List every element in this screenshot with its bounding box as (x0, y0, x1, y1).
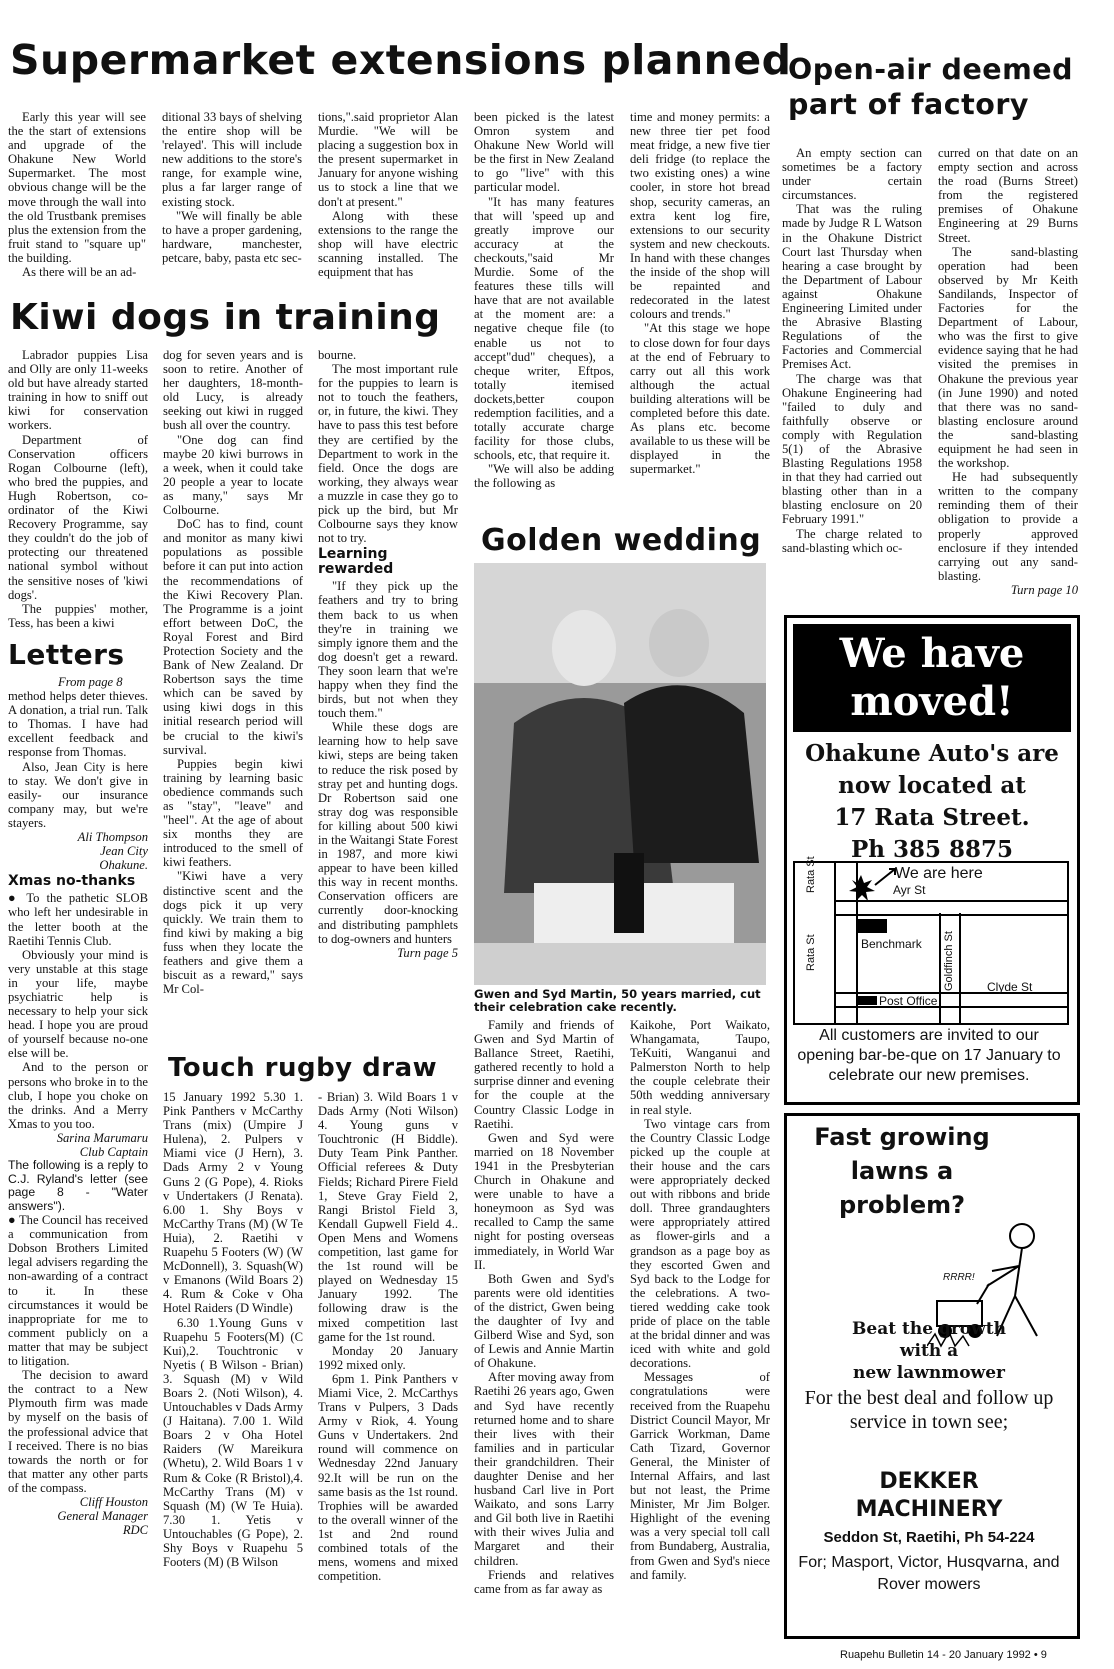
map-we-are-here: We are here (895, 865, 983, 882)
map-clyde-st: Clyde St (987, 980, 1033, 994)
ad-moved-map (793, 856, 1069, 1025)
map-rata-st-top: Rata St (805, 856, 817, 893)
headline-kiwi-dogs: Kiwi dogs in training (10, 297, 441, 338)
map-benchmark: Benchmark (861, 937, 922, 951)
headline-open-air: Open-air deemed part of factory (788, 53, 1074, 121)
supermarket-column-1: Early this year will see the the start of extensions and upgrade of the Ohakune New World Supermarket. The most obvious change will be the move through the wall into the old Trustbank premises plus the extension from the fruit stand to "square up" the building. As there will be an ad- (8, 110, 146, 280)
golden-wedding-column-1: Family and friends of Gwen and Syd Martin of Ballance Street, Raetihi, gathered recently to hold a surprise dinner and evening for the couple at the Country Classic Lodge in Raetihi. Gwen and Syd were married on 18 November 1941 in the Presbyterian Church in Ohakune and were unable to have a honeymoon as Syd was recalled to Camp the same night for posting overseas immediately, in World War II. Both Gwen and Syd's parents were old identities of the district, Gwen being the daughter of Ivy and Gilberd Wise and Syd, son of Lewis and Annie Martin of Ohakune. After moving away from Raetihi 26 years ago, Gwen and Syd have recently returned home and to share their lives with their families and in particular their grandchildren. Their daughter Denise and her husband Carl live in Port Waikato, and sons Larry and Gil both live in Raetihi with their wives Julia and Margaret and their children. Friends and relatives came from as far away as (474, 1018, 614, 1596)
ad-moved-address: Ohakune Auto's are now located at 17 Rata Street. Ph 385 8875 (805, 740, 1059, 863)
ad-moved-banner: We have moved! (793, 624, 1071, 732)
photo-illustration (474, 563, 766, 985)
letters-signature-3-name: Cliff Houston (79, 1494, 148, 1509)
supermarket-column-4: been picked is the latest Omron system and Ohakune New World will be the first in New Zealand to go "live" with this particular model. "It has many features that will 'speed up and greatly improve our accuracy at the checkouts,"said Mr Murdie. Some of the features these tills will have that are not available at the moment are: a negative cheque file (to enable us not to accept"dud" cheques), a cheque writer, Eftpos, totally itemised dockets,better coupon redemption facilities, and a totally accurate charge facility for those clubs, schools, etc, that require it. "We will also be adding the following as (474, 110, 614, 491)
supermarket-column-2: ditional 33 bays of shelving the entire shop will be 'relayed'. This will include new additions to the store's range, for example wine, plus a far larger range of existing stock. "We will finally be able to have a proper gardening, hardware, manchester, petcare, baby, pasta etc sec- (162, 110, 302, 265)
headline-letters: Letters (8, 638, 125, 671)
golden-wedding-column-2: Kaikohe, Port Waikato, Whangamata, Taupo, TeKuiti, Wanganui and Palmerston North to help the couple celebrate their 50th wedding anniversary in real style. Two vintage cars from the Country Classic Lodge picked up the couple at their house and the cars were appropriately decked out with ribbons and bride doll. Three grandaughters were appropriately attired as flower-girls and a grandson as a page boy as they escorted Gwen and Syd back to the Lodge for the celebrations. A two-tiered wedding cake took pride of place on the table at the bridal dinner and was iced with white and gold decorations. Messages of congratulations were received from the Ruapehu District Council Mayor, Mr Garrick Workman, Dame Cath Tizard, Governor General, the Minister of Internal Affairs, and last but not least, the Prime Minister, Mr Jim Bolger. Highlight of the evening was a very special toll call from Bundaberg, Australia, from Gwen and Syd's niece and family. (630, 1018, 770, 1582)
open-air-column-1: An empty section can sometimes be a factory under certain circumstances. That was the ruling made by Judge R L Watson in the Ohakune District Court last Thursday when hearing a case brought by the Department of Labour against Ohakune Engineering Limited under the Abrasive Blasting Regulations of the Factories and Commercial Premises Act. The charge was that Ohakune Engineering had "failed to duly and faithfully observe or comply with Regulation 5(1) of the Abrasive Blasting Regulations 1958 in that they had carried out blasting other than in a blasting enclosure on 20 February 1991." The charge related to sand-blasting which oc- (782, 146, 922, 555)
headline-supermarket: Supermarket extensions planned (10, 36, 792, 84)
letters-signature-2-name: Sarina Marumaru (56, 1130, 148, 1145)
map-rata-st-bottom: Rata St (805, 934, 817, 971)
ad-lawnmower (784, 1113, 1080, 1639)
letters-from-page: From page 8 (58, 675, 123, 689)
ad-lawns-address: Seddon St, Raetihi, Ph 54-224 (823, 1529, 1035, 1546)
supermarket-column-5: time and money permits: a new three tier pet food meat fridge, a new five tier deli fridge (to replace the two existing ones) a wine cooler, in store hot bread shop, security cameras, an extra kent log fire, extensions to our security system and new checkouts. In hand with these changes the inside of the shop will be repainted and redecorated in the latest colours and trends." "At this stage we hope to close down for four days at the end of February to carry out all this work although the actual building alterations will be completed before this date. As plans etc. become available to us these will be displayed in the supermarket." (630, 110, 770, 477)
map-post-office: Post Office (879, 994, 938, 1008)
ad-moved-invite: All customers are invited to our opening bar-be-que on 17 January to celebrate our new premises. (797, 1027, 1061, 1084)
map-ayr-st: Ayr St (893, 883, 926, 897)
letters-signature-1-name: Ali Thompson (77, 830, 148, 845)
golden-wedding-caption: Gwen and Syd Martin, 50 years married, cut their celebration cake recently. (474, 987, 761, 1014)
ad-lawns-title: Fast growing lawns a problem? (814, 1123, 990, 1219)
page-footer: Ruapehu Bulletin 14 - 20 January 1992 • 9 (840, 1649, 1047, 1661)
letters-xmas-subheading: Xmas no-thanks (8, 873, 136, 890)
letters-column: From page 8 method helps deter thieves. A donation, a trial run. Talk to Thomas. I have had excellent feedback and response from Thomas. Also, Jean City is here to stay. We don't give in easily- our insurance company may, but we're stayers. Ali Thompson Jean City Ohakune. Xmas no-thanks ● To the pathetic SLOB who left her undesirable in the letter booth at the Raetihi Tennis Club. Obviously your mind is very unstable at this stage in your life, maybe psychiatric help is necessary to help your sick head. I hope you are proud of yourself because no-one else will be. And to the person or persons who broke in to the club, I hope you choke on the drinks. And a Merry Xmas to you too. Sarina Marumaru Club Captain The following is a reply to C.J. Ryland's letter (see page 8 - "Water answers"). ● The Council has received a communication from Dobson Brothers Limited legal advisers regarding the non-awarding of a contract to it. In these circumstances it would be inappropriate for me to comment publicly on a matter that may be subject to litigation. The decision to award the contract to a New Plymouth firm was made by myself on the basis of the professional advice that I received. There is no bias towards the north or for that matter any other parts of the compass. Cliff Houston General Manager RDC (8, 675, 148, 1538)
supermarket-column-3: tions,".said proprietor Alan Murdie. "We will be placing a suggestion box in the present supermarket in January for anyone wishing us to stock a line that we don't at present." Along with these extensions to the range the shop will have electric scanning installed. The equipment that has (318, 110, 458, 280)
kiwi-subheading: Learning rewarded (318, 546, 394, 578)
kiwi-turn-page: Turn page 5 (397, 945, 458, 960)
ad-lawns-deal: For the best deal and follow up service in town see; (804, 1387, 1054, 1433)
open-air-column-2: curred on that date on an empty section and across the road (Burns Street) from the registered premises of Ohakune Engineering at 29 Burns Street. The sand-blasting operation had been observed by Mr Keith Sandilands, Inspector of Factories for the Department of Labour, who was the first to give evidence saying that he had visited the premises in Ohakune the previous year (in June 1990) and noted that there was no sand-blasting enclosure around the sand-blasting equipment he had seen in the workshop. He had subsequently written to the company reminding them of their obligation to provide a properly approved enclosure if they intended carrying out any sand-blasting. Turn page 10 (938, 146, 1078, 597)
ad-lawns-brands: For; Masport, Victor, Husqvarna, and Rover mowers (798, 1554, 1060, 1593)
ad-lawns-beat: Beat the growth with a new lawnmower (852, 1319, 1006, 1383)
ad-we-have-moved (784, 615, 1080, 1105)
headline-golden-wedding: Golden wedding (481, 523, 762, 558)
ad-lawns-company: DEKKER MACHINERY (855, 1469, 1003, 1522)
golden-wedding-photo (474, 563, 766, 985)
kiwi-column-1: Labrador puppies Lisa and Olly are only 11-weeks old but have already started training in how to sniff out kiwi for conservation workers. Department of Conservation officers Rogan Colbourne (left), who bred the puppies, and Hugh Robertson, co-ordinator of the Kiwi Recovery Programme, say they couldn't do the job of protecting our threatened national symbol without the sensitive noses of 'kiwi dogs'. The puppies' mother, Tess, has been a kiwi (8, 348, 148, 630)
open-air-turn-page: Turn page 10 (1010, 582, 1078, 597)
touch-rugby-column-1: 15 January 1992 5.30 1. Pink Panthers v McCarthy Trans (mix) (Umpire J Hulena), 2. Pulpers v Miami vice (J Hern), 3. Dads Army 2 v Young Guns 2 (G Pope), 4. Rioks v Undertakers (J Renata). 6.00 1. Shy Boys v McCarthy Trans (M) (W Te Huia), 2. Raetihi v Ruapehu 5 Footers (W) (W McDonnell), 3. Squash(W) v Emanons (Wild Boars 2) 4. Rum & Coke v Oha Hotel Raiders (D Windle) 6.30 1.Young Guns v Ruapehu 5 Footers(M) (C Kui),2. Touchtronic v Nyetis ( B Wilson - Brian) 3. Squash (M) v Wild Boars 2. (Noti Wilson), 4. Untouchables v Dads Army (J Haitana). 7.00 1. Wild Boars 2 v Oha Hotel Raiders (W Mareikura (Whetu), 2. Wild Boars 1 v Rum & Coke (R Bristol),4. McCarthy Trans (M) v Squash (M) (W Te Huia). 7.30 1. Yetis v Untouchables (G Pope), 2. Shy Boys v Ruapehu 5 Footers (M) (B Wilson (163, 1090, 303, 1570)
letters-editor-note: The following is a reply to C.J. Ryland's letter (see page 8 - "Water answers"). (8, 1158, 148, 1213)
kiwi-column-2: dog for seven years and is soon to retire. Another of her daughters, 18-month-old Lucy, is already seeking out kiwi in rugged bush all over the country. "One dog can find maybe 20 kiwi burrows in a week, when it could take 20 people a year to locate as many," says Mr Colbourne. DoC has to find, count and monitor as many kiwi populations as possible before it can put into action the recommendations of the Kiwi Recovery Plan. The Programme is a joint effort between DoC, the Royal Forest and Bird Protection Society and the Bank of New Zealand. Dr Robertson says the time which can be saved by using kiwi dogs in this initial research period will be crucial to the kiwi's survival. Puppies begin kiwi training by learning basic obedience commands such as "stay", "leave" and "heel". At the age of about six months they are introduced to the smell of kiwi feathers. "Kiwi have a very distinctive scent and the dogs pick it up very quickly. We train them to find kiwi by making a big fuss when they locate the feathers and give them a biscuit as a reward," says Mr Col- (163, 348, 303, 997)
touch-rugby-column-2: - Brian) 3. Wild Boars 1 v Dads Army (Noti Wilson) 4. Young guns v Touchtronic (H Biddle). Duty Team Pink Panther. Official referees & Duty Fields; Richard Pirere Field 1, Steve Gray Field 2, Rangi Bristol Field 3, Kendall Gupwell Field 4.. Open Mens and Womens competition, last game for the 1st round will be played on Wednesday 15 January 1992. The following draw is the mixed competition last game for the 1st round. Monday 20 January 1992 mixed only. 6pm 1. Pink Panthers v Miami Vice, 2. McCarthys Trans v Pulpers, 3 Dads Army v Riok, 4. Young Guns v Undertakers. 2nd round will commence on Wednesday 22nd January 92.It will be run on the same basis as the 1st round. Trophies will be awarded to the overall winner of the 1st and 2nd round combined totals of the mens, womens and mixed competition. (318, 1090, 458, 1584)
mower-sound-text: RRRR! (943, 1272, 975, 1283)
map-goldfinch-st: Goldfinch St (943, 931, 955, 991)
headline-touch-rugby: Touch rugby draw (168, 1053, 438, 1083)
kiwi-column-3: bourne. The most important rule for the puppies to learn is not to touch the feathers, or, in future, the kiwi. They have to pass this test before they are certified by the Department to work in the field. Once the dogs are working, they always wear a muzzle in case they go to pick up the bird, but Mr Colbourne says they know not to try. Learning rewarded "If they pick up the feathers and try to bring them back to us when they're in training we simply ignore them and the dog doesn't get a reward. They soon learn that we're happy when they find the birds, but not when they touch them." While these dogs are learning how to help save kiwi, steps are being taken to reduce the risk posed by stray pet and hunting dogs. Dr Robertson said one stray dog was responsible for killing about 500 kiwi in the Waitangi State Forest in 1987, and more kiwi appear to have been killed this way in recent months. Conservation officers are currently door-knocking and distributing pamphlets to dog-owners and hunters Turn page 5 (318, 348, 458, 960)
